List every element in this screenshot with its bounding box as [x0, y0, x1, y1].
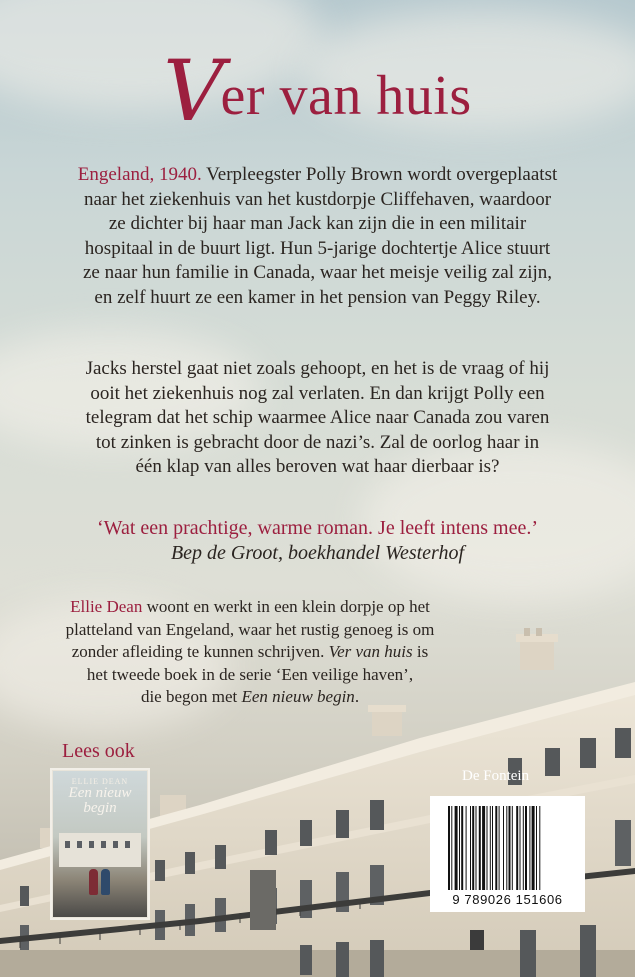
- blurb-line: tot zinken is gebracht door de nazi’s. Zal de oorlog haar in: [95, 431, 540, 453]
- blurb-paragraph-2: [20, 357, 615, 480]
- blurb-place-date: Engeland, 1940.: [77, 164, 202, 185]
- bio-text: woont en werkt in een klein dorpje op het: [142, 597, 430, 616]
- bio-book-title: Een nieuw begin: [241, 687, 355, 706]
- blurb-line: ze dichter bij haar man Jack kan zijn die in een militair: [108, 213, 527, 234]
- blurb-line: ooit het ziekenhuis nog zal verlaten. En dan krijgt Polly een: [90, 382, 545, 404]
- bio-text: zonder afleiding te kunnen schrijven.: [71, 642, 329, 661]
- blurb-line-text: Verpleegster Polly Brown wordt overgeplaatst: [201, 164, 558, 185]
- bio-line: [40, 686, 460, 709]
- figure-image: [101, 869, 110, 895]
- blurb-line: naar het ziekenhuis van het kustdorpje Cliffehaven, waardoor: [83, 188, 552, 210]
- blurb-paragraph-1: [20, 163, 615, 310]
- bio-text: .: [354, 687, 360, 706]
- bio-line: [40, 641, 460, 664]
- quote-attribution: Bep de Groot, boekhandel Westerhof: [170, 542, 465, 564]
- figure-image: [89, 869, 98, 895]
- related-book-cover[interactable]: [52, 770, 148, 918]
- bio-text: die begon met: [140, 687, 242, 706]
- blurb-line: [20, 163, 615, 188]
- title-initial: V: [163, 42, 225, 140]
- related-book-title-line: Een nieuw: [68, 785, 132, 801]
- bio-line: [40, 596, 460, 619]
- blurb-line: ze naar hun familie in Canada, waar het meisje veilig zal zijn,: [83, 262, 552, 283]
- author-bio: [40, 596, 460, 709]
- related-book-building-image: [59, 833, 141, 867]
- related-book-title-line: begin: [83, 800, 117, 816]
- lees-ook-heading: Lees ook: [62, 740, 135, 762]
- blurb-line: één klap van alles beroven wat haar dierbaar is?: [135, 456, 500, 477]
- blurb-line: en zelf huurt ze een kamer in het pension van Peggy Riley.: [94, 286, 541, 308]
- isbn-barcode: [430, 796, 585, 912]
- bio-line: platteland van Engeland, waar het rustig genoeg is om: [65, 619, 435, 639]
- bio-text: is: [412, 642, 429, 661]
- bio-line: het tweede boek in de serie ‘Een veilige haven’,: [86, 664, 414, 684]
- isbn-digits: 9 789026 151606: [452, 892, 563, 907]
- related-book-author: ELLIE DEAN: [71, 777, 129, 786]
- book-title: [0, 42, 635, 140]
- blurb-line: hospitaal in de buurt ligt. Hun 5-jarige dochtertje Alice stuurt: [84, 237, 551, 259]
- related-book-title: [53, 786, 147, 816]
- bio-book-title: Ver van huis: [328, 642, 413, 661]
- review-quote: [20, 516, 615, 566]
- author-name: Ellie Dean: [70, 597, 143, 616]
- publisher-name: De Fontein: [462, 768, 530, 784]
- quote-text: ‘Wat een prachtige, warme roman. Je leeft intens mee.’: [97, 517, 538, 539]
- blurb-line: Jacks herstel gaat niet zoals gehoopt, en het is de vraag of hij: [85, 358, 550, 379]
- title-rest: er van huis: [220, 65, 472, 127]
- blurb-line: telegram dat het schip waarmee Alice naar Canada zou varen: [85, 407, 550, 428]
- barcode-bars: [448, 806, 570, 890]
